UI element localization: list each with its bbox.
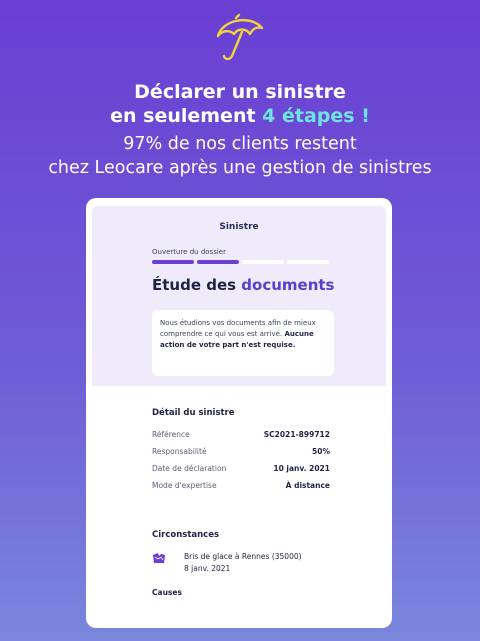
detail-label: Référence <box>152 430 190 439</box>
umbrella-icon <box>210 10 270 66</box>
section-title-accent: documents <box>241 276 335 294</box>
progress-segment-2 <box>197 260 239 264</box>
section-title <box>152 276 335 294</box>
circumstances-title: Circonstances <box>152 530 220 540</box>
claim-progress-bar <box>152 260 330 264</box>
event-name: Bris de glace <box>184 552 233 561</box>
claim-status-panel <box>92 206 386 386</box>
broken-glass-icon <box>152 551 166 565</box>
progress-segment-1 <box>152 260 194 264</box>
subline-line1: 97% de nos clients restent <box>123 134 357 154</box>
info-bold-text: Aucune action de votre part n'est requise. <box>160 330 314 349</box>
progress-segment-3 <box>242 260 284 264</box>
claim-details <box>152 408 330 498</box>
detail-label: Responsabilité <box>152 447 207 456</box>
event-preposition: à <box>232 552 242 561</box>
detail-row <box>152 464 330 481</box>
step-label: Ouverture du dossier <box>152 248 226 256</box>
hero-subline <box>0 132 480 180</box>
detail-row <box>152 481 330 498</box>
headline-line1: Déclarer un sinistre <box>134 81 346 103</box>
device-mockup <box>86 198 392 628</box>
section-title-prefix: Étude des <box>152 276 242 294</box>
circumstance-event <box>184 551 302 575</box>
headline-accent: 4 étapes ! <box>262 105 370 127</box>
info-text: Nous étudions vos documents afin de mieux comprendre ce qui vous est arrivé. <box>160 319 316 338</box>
detail-label: Mode d'expertise <box>152 481 217 490</box>
causes-label: Causes <box>152 588 182 597</box>
detail-value: 50% <box>312 447 330 456</box>
progress-segment-4 <box>287 260 329 264</box>
detail-label: Date de déclaration <box>152 464 227 473</box>
hero-headline <box>0 80 480 128</box>
headline-line2: en seulement <box>110 105 263 127</box>
subline-line2: chez Leocare après une gestion de sinistres <box>48 158 432 178</box>
event-date: 8 janv. 2021 <box>184 564 231 573</box>
detail-row <box>152 430 330 447</box>
detail-row <box>152 447 330 464</box>
event-place: Rennes (35000) <box>241 552 302 561</box>
info-card <box>152 310 334 376</box>
screen-title: Sinistre <box>219 222 259 232</box>
details-title: Détail du sinistre <box>152 408 235 418</box>
detail-value: SC2021-899712 <box>263 430 330 439</box>
detail-value: À distance <box>285 481 330 490</box>
detail-value: 10 janv. 2021 <box>273 464 330 473</box>
